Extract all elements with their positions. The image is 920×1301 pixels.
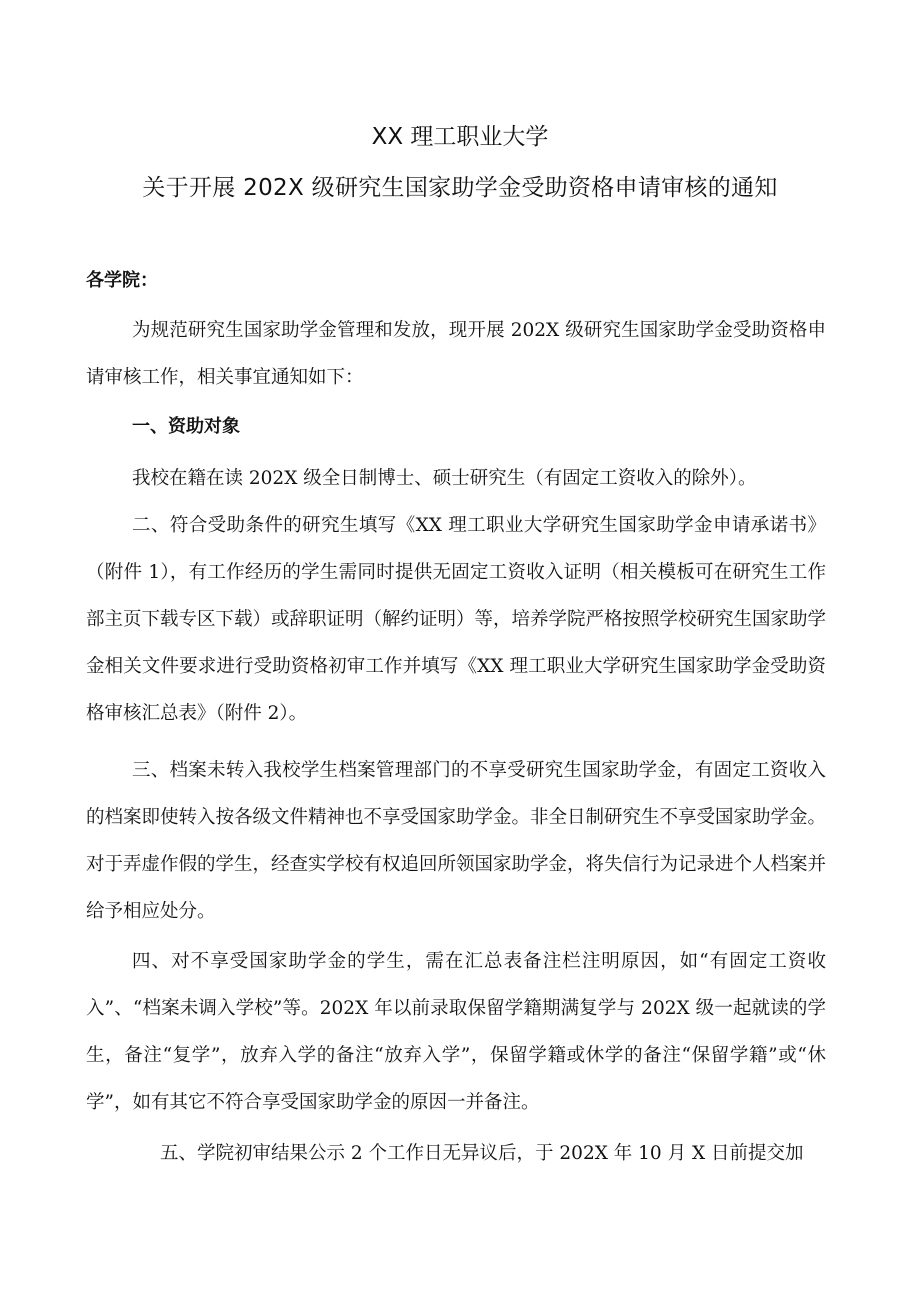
- salutation: 各学院：: [86, 270, 158, 291]
- document-title-institution: XX 理工职业大学: [371, 124, 549, 150]
- section2-paragraph: 二、符合受助条件的研究生填写《XX 理工职业大学研究生国家助学金申请承诺书》（附件 1），有工作经历的学生需同时提供无固定工资收入证明（相关模板可在研究生工作部主页下载专区下载）或辞职证明（解约证明）等，培养学院严格按照学校研究生国家助学金相关文件要求进行受助资格初审工作并填写《XX 理工职业大学研究生国家助学金受助资格审核汇总表》（附件 2）。: [86, 515, 827, 724]
- section3-paragraph: 三、档案未转入我校学生档案管理部门的不享受研究生国家助学金，有固定工资收入的档案即使转入按各级文件精神也不享受国家助学金。非全日制研究生不享受国家助学金。对于弄虚作假的学生，经查实学校有权追回所领国家助学金，将失信行为记录进个人档案并给予相应处分。: [86, 760, 827, 922]
- section5-paragraph: 五、学院初审结果公示 2 个工作日无异议后，于 202X 年 10 月 X 日前提交加: [160, 1143, 804, 1164]
- section1-paragraph: 我校在籍在读 202X 级全日制博士、硕士研究生（有固定工资收入的除外）。: [132, 468, 757, 489]
- intro-paragraph: 为规范研究生国家助学金管理和发放，现开展 202X 级研究生国家助学金受助资格申请审核工作，相关事宜通知如下：: [86, 320, 826, 388]
- section4-paragraph: 四、对不享受国家助学金的学生，需在汇总表备注栏注明原因，如“有固定工资收入”、“档案未调入学校”等。202X 年以前录取保留学籍期满复学与 202X 级一起就读的学生，备注“复学”，放弃入学的备注“放弃入学”，保留学籍或休学的备注“保留学籍”或“休学”，如有其它不符合享受国家助学金的原因一并备注。: [86, 951, 826, 1113]
- section1-heading: 一、资助对象: [132, 416, 240, 437]
- document-title-subject: 关于开展 202X 级研究生国家助学金受助资格申请审核的通知: [142, 175, 778, 201]
